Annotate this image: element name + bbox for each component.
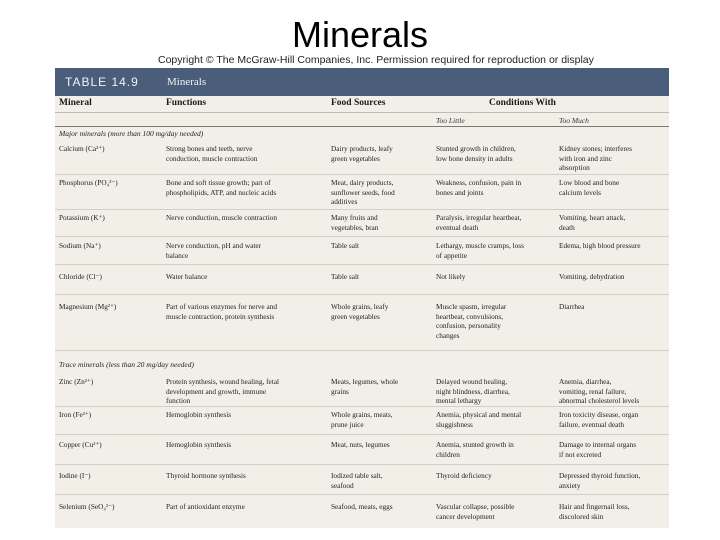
cell-mineral: Sodium (Na⁺) (59, 241, 101, 250)
cell-too-much: Low blood and bone calcium levels (559, 178, 620, 197)
cell-too-much: Anemia, diarrhea, vomiting, renal failure, abnormal cholesterol levels (559, 377, 640, 406)
cell-food-sources: Whole grains, leafy green vegetables (331, 302, 389, 321)
cell-functions: Hemoglobin synthesis (166, 410, 232, 419)
cell-too-little: Anemia, physical and mental sluggishness (436, 410, 522, 429)
column-rule (55, 126, 669, 127)
cell-too-little: Muscle spasm, irregular heartbeat, convulsions, confusion, personality changes (436, 302, 507, 340)
header-functions: Functions (166, 98, 207, 108)
cell-food-sources: Whole grains, meats, prune juice (331, 410, 393, 429)
cell-too-much: Vomiting, dehydration (559, 272, 625, 281)
cell-too-little: Delayed wound healing, night blindness, diarrhea, mental lethargy (436, 377, 510, 406)
cell-too-much: Kidney stones; interferes with iron and zinc absorption (559, 144, 632, 173)
cell-functions: Hemoglobin synthesis (166, 440, 232, 449)
cell-mineral: Iron (Fe²⁺) (59, 410, 92, 419)
cell-food-sources: Table salt (331, 241, 360, 250)
cell-too-much: Hair and fingernail loss, discolored skin (559, 502, 630, 521)
cell-functions: Water balance (166, 272, 208, 281)
row-divider (55, 350, 669, 351)
cell-too-much: Vomiting, heart attack, death (559, 213, 626, 232)
cell-mineral: Chloride (Cl⁻) (59, 272, 102, 281)
cell-too-little: Stunted growth in children, low bone density in adults (436, 144, 516, 163)
table-label: TABLE 14.9 (65, 75, 139, 89)
cell-mineral: Zinc (Zn²⁺) (59, 377, 94, 386)
table-title: Minerals (167, 76, 207, 88)
cell-too-little: Thyroid deficiency (436, 471, 492, 480)
row-divider (55, 294, 669, 295)
cell-mineral: Copper (Cu²⁺) (59, 440, 102, 449)
cell-mineral: Phosphorus (PO₄³⁻) (59, 178, 118, 187)
slide-title: Minerals (291, 14, 429, 55)
header-food-sources: Food Sources (331, 98, 386, 108)
cell-mineral: Iodine (I⁻) (59, 471, 91, 480)
cell-too-much: Damage to internal organs if not excreted (559, 440, 637, 459)
header-rule (55, 112, 669, 113)
table-banner (55, 68, 669, 96)
cell-functions: Strong bones and teeth, nerve conduction, muscle contraction (166, 144, 258, 163)
cell-food-sources: Many fruits and vegetables, bran (331, 213, 379, 232)
cell-too-little: Paralysis, irregular heartbeat, eventual death (436, 213, 522, 232)
cell-food-sources: Meat, dairy products, sunflower seeds, food additives (331, 178, 395, 207)
row-divider (55, 264, 669, 265)
header-conditions-with: Conditions With (489, 98, 556, 108)
cell-food-sources: Seafood, meats, eggs (331, 502, 393, 511)
subheader-too-little: Too Little (436, 116, 465, 125)
header-mineral: Mineral (59, 98, 92, 108)
copyright-notice: Copyright © The McGraw-Hill Companies, Inc. Permission required for reproduction or display (158, 54, 594, 66)
cell-too-little: Anemia, stunted growth in children (436, 440, 514, 459)
cell-too-little: Vascular collapse, possible cancer development (436, 502, 515, 521)
section-major-minerals: Major minerals (more than 100 mg/day needed) (59, 129, 204, 138)
cell-functions: Protein synthesis, wound healing, fetal development and growth, immune function (166, 377, 280, 406)
section-trace-minerals: Trace minerals (less than 20 mg/day needed) (59, 360, 194, 369)
cell-functions: Bone and soft tissue growth; part of phospholipids, ATP, and nucleic acids (166, 178, 277, 197)
cell-food-sources: Dairy products, leafy green vegetables (331, 144, 393, 163)
cell-mineral: Potassium (K⁺) (59, 213, 105, 222)
cell-food-sources: Meat, nuts, legumes (331, 440, 390, 449)
cell-too-little: Not likely (436, 272, 466, 281)
table-page (55, 68, 669, 528)
subheader-too-much: Too Much (559, 116, 589, 125)
cell-functions: Part of various enzymes for nerve and muscle contraction, protein synthesis (166, 302, 278, 321)
cell-mineral: Calcium (Ca²⁺) (59, 144, 105, 153)
cell-mineral: Magnesium (Mg²⁺) (59, 302, 117, 311)
cell-too-much: Depressed thyroid function, anxiety (559, 471, 641, 490)
row-divider (55, 464, 669, 465)
row-divider (55, 494, 669, 495)
cell-too-little: Weakness, confusion, pain in bones and joints (436, 178, 522, 197)
cell-too-much: Diarrhea (559, 302, 585, 311)
cell-functions: Part of antioxidant enzyme (166, 502, 245, 511)
row-divider (55, 209, 669, 210)
cell-functions: Thyroid hormone synthesis (166, 471, 246, 480)
cell-functions: Nerve conduction, pH and water balance (166, 241, 262, 260)
cell-food-sources: Meats, legumes, whole grains (331, 377, 399, 396)
row-divider (55, 174, 669, 175)
cell-too-little: Lethargy, muscle cramps, loss of appetite (436, 241, 524, 260)
cell-too-much: Edema, high blood pressure (559, 241, 641, 250)
cell-food-sources: Iodized table salt, seafood (331, 471, 383, 490)
cell-functions: Nerve conduction, muscle contraction (166, 213, 278, 222)
row-divider (55, 406, 669, 407)
cell-mineral: Selenium (SeO₄²⁻) (59, 502, 115, 511)
row-divider (55, 236, 669, 237)
row-divider (55, 434, 669, 435)
cell-food-sources: Table salt (331, 272, 360, 281)
cell-too-much: Iron toxicity disease, organ failure, eventual death (559, 410, 639, 429)
